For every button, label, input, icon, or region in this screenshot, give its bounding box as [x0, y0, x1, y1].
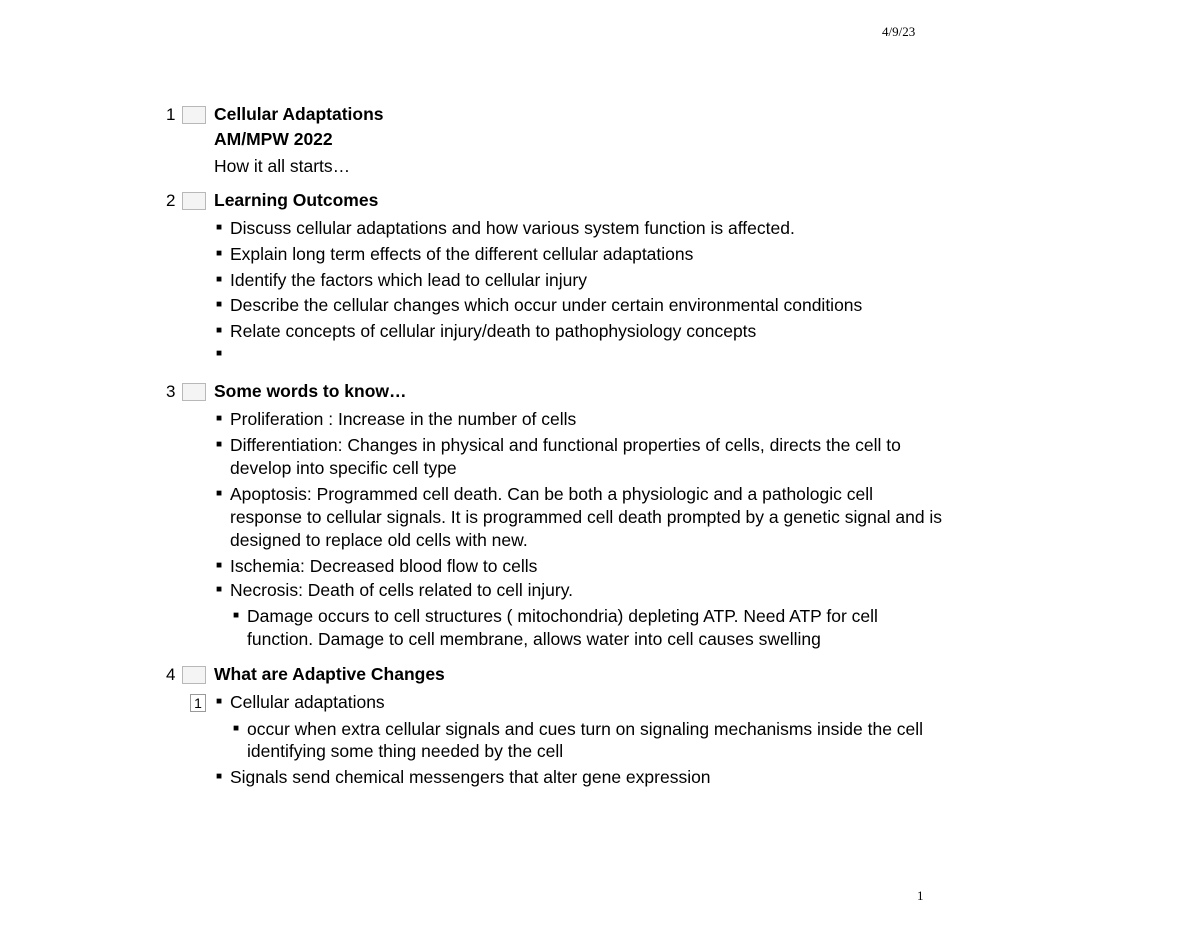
date-header: 4/9/23	[882, 24, 916, 39]
slide-thumbnail[interactable]	[182, 383, 206, 401]
slide-title: Learning Outcomes	[214, 190, 379, 210]
slide-title: What are Adaptive Changes	[214, 664, 445, 684]
slide-number: 3	[166, 382, 176, 401]
slide-number: 1	[166, 105, 176, 124]
slide-thumbnail[interactable]	[182, 192, 206, 210]
slide-title: Some words to know…	[214, 381, 407, 401]
slide-number: 2	[166, 191, 176, 210]
slide-tagline: How it all starts…	[214, 156, 351, 176]
comment-marker[interactable]: 1	[190, 694, 206, 712]
slide-thumbnail[interactable]	[182, 106, 206, 124]
slide-thumbnail[interactable]	[182, 666, 206, 684]
slide-title: Cellular Adaptations	[214, 104, 384, 124]
slide-number: 4	[166, 665, 176, 684]
page-number: 1	[917, 888, 924, 903]
slide-subtitle: AM/MPW 2022	[214, 129, 333, 149]
